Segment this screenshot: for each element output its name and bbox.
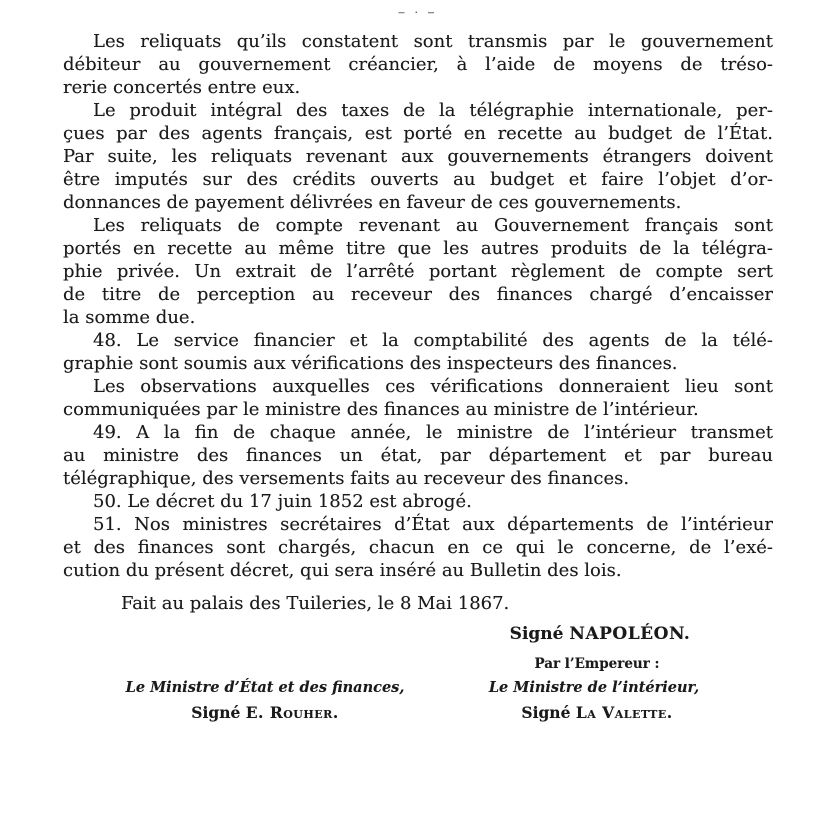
signature-minister-interior-signed (521, 703, 672, 722)
text-line: Fait au palais des Tuileries, le 8 Mai 1867. (121, 593, 510, 614)
signature-minister-interior-signed-prefix: Signé (521, 703, 576, 722)
decree-paragraph (63, 30, 773, 99)
text-line: cution du présent décret, qui sera inséré au Bulletin des lois. (63, 560, 622, 581)
text-line: Par suite, les reliquats revenant aux gouvernements étrangers doivent (63, 146, 773, 167)
text-line: portés en recette au même titre que les autres produits de la télégra- (63, 238, 773, 259)
signature-emperor (510, 624, 691, 644)
signature-minister-state-title: Le Ministre d’État et des finances, (125, 679, 405, 696)
signature-minister-interior-signed-name: La Valette. (575, 703, 673, 722)
text-line: de titre de perception au receveur des finances chargé d’encaisser (63, 284, 773, 305)
text-line: donnances de payement délivrées en faveur de ces gouvernements. (63, 192, 682, 213)
decree-paragraph (63, 490, 773, 513)
text-line: télégraphique, des versements faits au receveur des finances. (63, 468, 630, 489)
text-line: Les reliquats qu’ils constatent sont transmis par le gouvernement (93, 31, 773, 52)
text-line: être imputés sur des crédits ouverts au budget et faire l’objet d’or- (63, 169, 773, 190)
text-line: Les reliquats de compte revenant au Gouvernement français sont (93, 215, 773, 236)
decree-body (63, 30, 773, 615)
decree-paragraph (63, 421, 773, 490)
signature-emperor-prefix: Signé (509, 624, 570, 644)
text-line: communiquées par le ministre des finances au ministre de l’intérieur. (63, 399, 699, 420)
text-line: 48. Le service financier et la comptabilité des agents de la télé- (93, 330, 773, 351)
text-line: Les observations auxquelles ces vérifications donneraient lieu sont (93, 376, 773, 397)
text-line: çues par des agents français, est porté en recette au budget de l’État. (63, 123, 773, 144)
text-line: 50. Le décret du 17 juin 1852 est abrogé. (93, 491, 472, 512)
signature-minister-interior-title: Le Ministre de l’intérieur, (488, 679, 700, 696)
text-line: débiteur au gouvernement créancier, à l’aide de moyens de tréso- (63, 54, 773, 75)
decree-paragraph (63, 592, 773, 615)
signature-by-emperor: Par l’Empereur : (534, 656, 660, 672)
text-line: Le produit intégral des taxes de la télégraphie internationale, per- (93, 100, 773, 121)
text-line: et des finances sont chargés, chacun en ce qui le concerne, de l’exé- (63, 537, 773, 558)
text-line: phie privée. Un extrait de l’arrêté portant règlement de compte sert (63, 261, 773, 282)
decree-paragraph (63, 99, 773, 214)
decree-paragraph (63, 329, 773, 375)
decree-paragraph (63, 214, 773, 329)
text-line: rerie concertés entre eux. (63, 77, 301, 98)
signature-emperor-name: NAPOLÉON. (569, 624, 691, 644)
text-line: au ministre des finances un état, par département et par bureau (63, 445, 773, 466)
text-line: la somme due. (63, 307, 196, 328)
text-line: graphie sont soumis aux vérifications des inspecteurs des finances. (63, 353, 678, 374)
decree-paragraph (63, 375, 773, 421)
text-line: 51. Nos ministres secrétaires d’État aux départements de l’intérieur (93, 514, 773, 535)
signature-minister-state-signed (191, 703, 338, 722)
decree-paragraph (63, 513, 773, 582)
signature-minister-state-signed-name: E. Rouher. (245, 703, 339, 722)
page-number-remnant: ‒ · ‒ (398, 6, 438, 19)
signature-minister-state-signed-prefix: Signé (191, 703, 246, 722)
text-line: 49. A la fin de chaque année, le ministre de l’intérieur transmet (93, 422, 773, 443)
